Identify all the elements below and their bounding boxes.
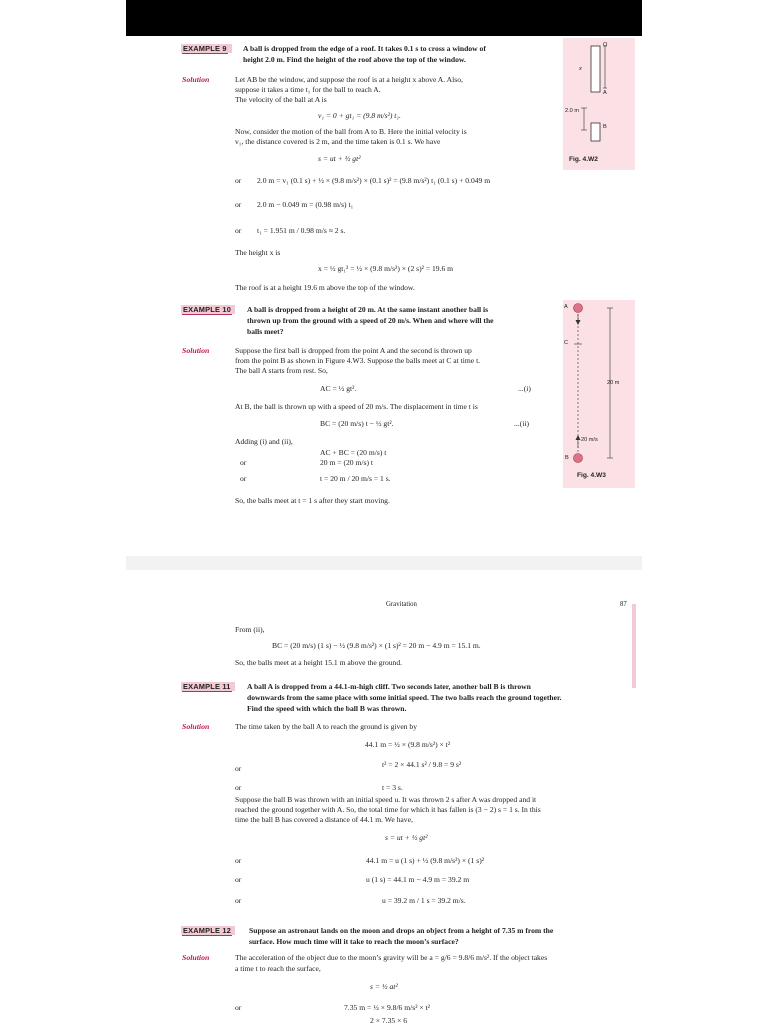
solution-label: Solution <box>182 75 210 84</box>
label-speed: 20 m/s <box>581 437 598 443</box>
label-b: B <box>603 124 607 130</box>
solution-text: From (ii), <box>235 625 265 634</box>
page-number: 87 <box>620 601 627 608</box>
solution-text: v₁, the distance covered is 2 m, and the time taken is 0.1 s. We have <box>235 137 441 146</box>
equation: x = ½ gt₁² = ½ × (9.8 m/s²) × (2 s)² = 19.6 m <box>318 264 454 273</box>
solution-text: reached the ground together with A. So, the total time for which it has fallen is (3 − 2) s = 1 s. In this <box>235 805 541 814</box>
or-text: or <box>235 1003 242 1012</box>
equation: 7.35 m = ½ × 9.8/6 m/s² × t² <box>344 1003 430 1012</box>
label-c: C <box>564 340 569 346</box>
equation: s = ½ at² <box>370 982 398 991</box>
or-text: or <box>235 176 242 185</box>
or-text: or <box>235 200 242 209</box>
example-11-question-line: A ball A is dropped from a 44.1-m-high cliff. Two seconds later, another ball B is thrown <box>247 682 531 691</box>
equation: t² = 2 × 44.1 s² / 9.8 = 9 s² <box>382 760 462 769</box>
solution-text: Suppose the first ball is dropped from the point A and the second is thrown up <box>235 346 472 355</box>
solution-text: So, the balls meet at t = 1 s after they start moving. <box>235 496 390 505</box>
label-a: A <box>564 304 568 310</box>
solution-text: The velocity of the ball at A is <box>235 95 327 104</box>
solution-label: Solution <box>182 722 210 731</box>
solution-text: a time t to reach the surface, <box>235 964 321 973</box>
ball-b <box>574 454 583 463</box>
window-bottom-wall <box>591 123 600 141</box>
solution-text: The acceleration of the object due to the moon’s gravity will be a = g/6 = 9.8/6 m/s². If the object takes <box>235 953 548 962</box>
equation: BC = (20 m/s) t − ½ gt². <box>320 419 394 428</box>
or-text: or <box>235 783 242 792</box>
solution-label: Solution <box>182 346 210 355</box>
solution-text: At B, the ball is thrown up with a speed of 20 m/s. The displacement in time t is <box>235 402 478 411</box>
label-b: B <box>565 455 569 461</box>
solution-text: The time taken by the ball A to reach the ground is given by <box>235 722 417 731</box>
solution-text: from the point B as shown in Figure 4.W3. Suppose the balls meet at C at time t. <box>235 356 481 365</box>
example-12-question-line: Suppose an astronaut lands on the moon and drops an object from a height of 7.35 m from the <box>249 926 554 935</box>
equation: 20 m = (20 m/s) t <box>320 458 374 467</box>
or-text: or <box>240 474 247 483</box>
or-text: or <box>235 856 242 865</box>
window-top-wall <box>591 46 600 92</box>
or-text: or <box>235 764 242 773</box>
example-12-question-line: surface. How much time will it take to reach the moon’s surface? <box>249 937 459 946</box>
example-10-question-line: thrown up from the ground with a speed of 20 m/s. When and where will the <box>247 316 494 325</box>
equation: 44.1 m = u (1 s) + ½ (9.8 m/s²) × (1 s)² <box>366 856 485 865</box>
solution-text: suppose it takes a time t₁ for the ball to reach A. <box>235 85 381 94</box>
equation: v₁ = 0 + gt₁ = (9.8 m/s²) t₁. <box>318 111 401 120</box>
solution-text: So, the balls meet at a height 15.1 m above the ground. <box>235 658 403 667</box>
label-height: 2.0 m <box>565 108 579 114</box>
equation: 2.0 m = v₁ (0.1 s) + ½ × (9.8 m/s²) × (0.1 s)² = (9.8 m/s²) t₁ (0.1 s) + 0.049 m <box>257 176 491 185</box>
equation: BC = (20 m/s) (1 s) − ½ (9.8 m/s²) × (1 s)² = 20 m − 4.9 m = 15.1 m. <box>272 641 481 650</box>
equation-number: ...(ii) <box>514 419 529 428</box>
equation: 2 × 7.35 × 6 <box>370 1016 408 1025</box>
equation: t = 3 s. <box>382 783 403 792</box>
solution-text: Suppose the ball B was thrown with an initial speed u. It was thrown 2 s after A was dropped and it <box>235 795 537 804</box>
example-9-question-line: A ball is dropped from the edge of a roof. It takes 0.1 s to cross a window of <box>243 44 486 53</box>
equation: 2.0 m − 0.049 m = (0.98 m/s) t₁ <box>257 200 354 209</box>
ball-a <box>574 304 583 313</box>
example-12-label: EXAMPLE 12 <box>183 926 232 935</box>
example-11-label: EXAMPLE 11 <box>183 682 231 691</box>
top-black-bar <box>126 0 642 36</box>
equation: s = ut + ½ gt² <box>385 833 428 842</box>
equation: AC + BC = (20 m/s) t <box>320 448 387 457</box>
equation: t₁ = 1.951 m / 0.98 m/s ≈ 2 s. <box>257 226 346 235</box>
solution-text: Adding (i) and (ii), <box>235 437 293 446</box>
page-gap <box>126 556 642 570</box>
equation: u = 39.2 m / 1 s = 39.2 m/s. <box>382 896 466 905</box>
example-10-question-line: A ball is dropped from a height of 20 m. At the same instant another ball is <box>247 305 489 314</box>
figure-caption: Fig. 4.W3 <box>577 472 606 479</box>
example-10-question-line: balls meet? <box>247 327 284 336</box>
example-9-question-line: height 2.0 m. Find the height of the roof above the top of the window. <box>243 55 466 64</box>
label-o: O <box>603 42 608 48</box>
figure-caption: Fig. 4.W2 <box>569 156 598 163</box>
example-9-label: EXAMPLE 9 <box>183 44 227 53</box>
figure-4w2-drawing <box>563 38 635 170</box>
figure-4w3 <box>563 300 635 488</box>
equation: AC = ½ gt². <box>320 384 357 393</box>
example-10-label: EXAMPLE 10 <box>183 305 232 314</box>
equation: t = 20 m / 20 m/s = 1 s. <box>320 474 391 483</box>
label-height: 20 m <box>607 380 620 386</box>
solution-text: Now, consider the motion of the ball from A to B. Here the initial velocity is <box>235 127 467 136</box>
running-header: Gravitation <box>386 601 417 608</box>
label-x: x <box>579 66 582 72</box>
or-text: or <box>235 896 242 905</box>
equation: s = ut + ½ gt² <box>318 154 361 163</box>
solution-text: Let AB be the window, and suppose the roof is at a height x above A. Also, <box>235 75 463 84</box>
solution-text: The roof is at a height 19.6 m above the top of the window. <box>235 283 415 292</box>
or-text: or <box>240 458 247 467</box>
figure-4w2 <box>563 38 635 170</box>
equation: 44.1 m = ½ × (9.8 m/s²) × t² <box>365 740 451 749</box>
label-a: A <box>603 90 607 96</box>
example-11-question-line: Find the speed with which the ball B was thrown. <box>247 704 407 713</box>
equation: u (1 s) = 44.1 m − 4.9 m = 39.2 m <box>366 875 470 884</box>
solution-text: time the ball B has covered a distance of 44.1 m. We have, <box>235 815 413 824</box>
or-text: or <box>235 875 242 884</box>
figure-4w3-drawing <box>563 300 635 488</box>
solution-label: Solution <box>182 953 210 962</box>
equation-number: ...(i) <box>518 384 531 393</box>
solution-text: The ball A starts from rest. So, <box>235 366 328 375</box>
page-edge-marker <box>632 604 636 688</box>
solution-text: The height x is <box>235 248 281 257</box>
example-11-question-line: downwards from the same place with some initial speed. The two balls reach the ground together. <box>247 693 562 702</box>
or-text: or <box>235 226 242 235</box>
